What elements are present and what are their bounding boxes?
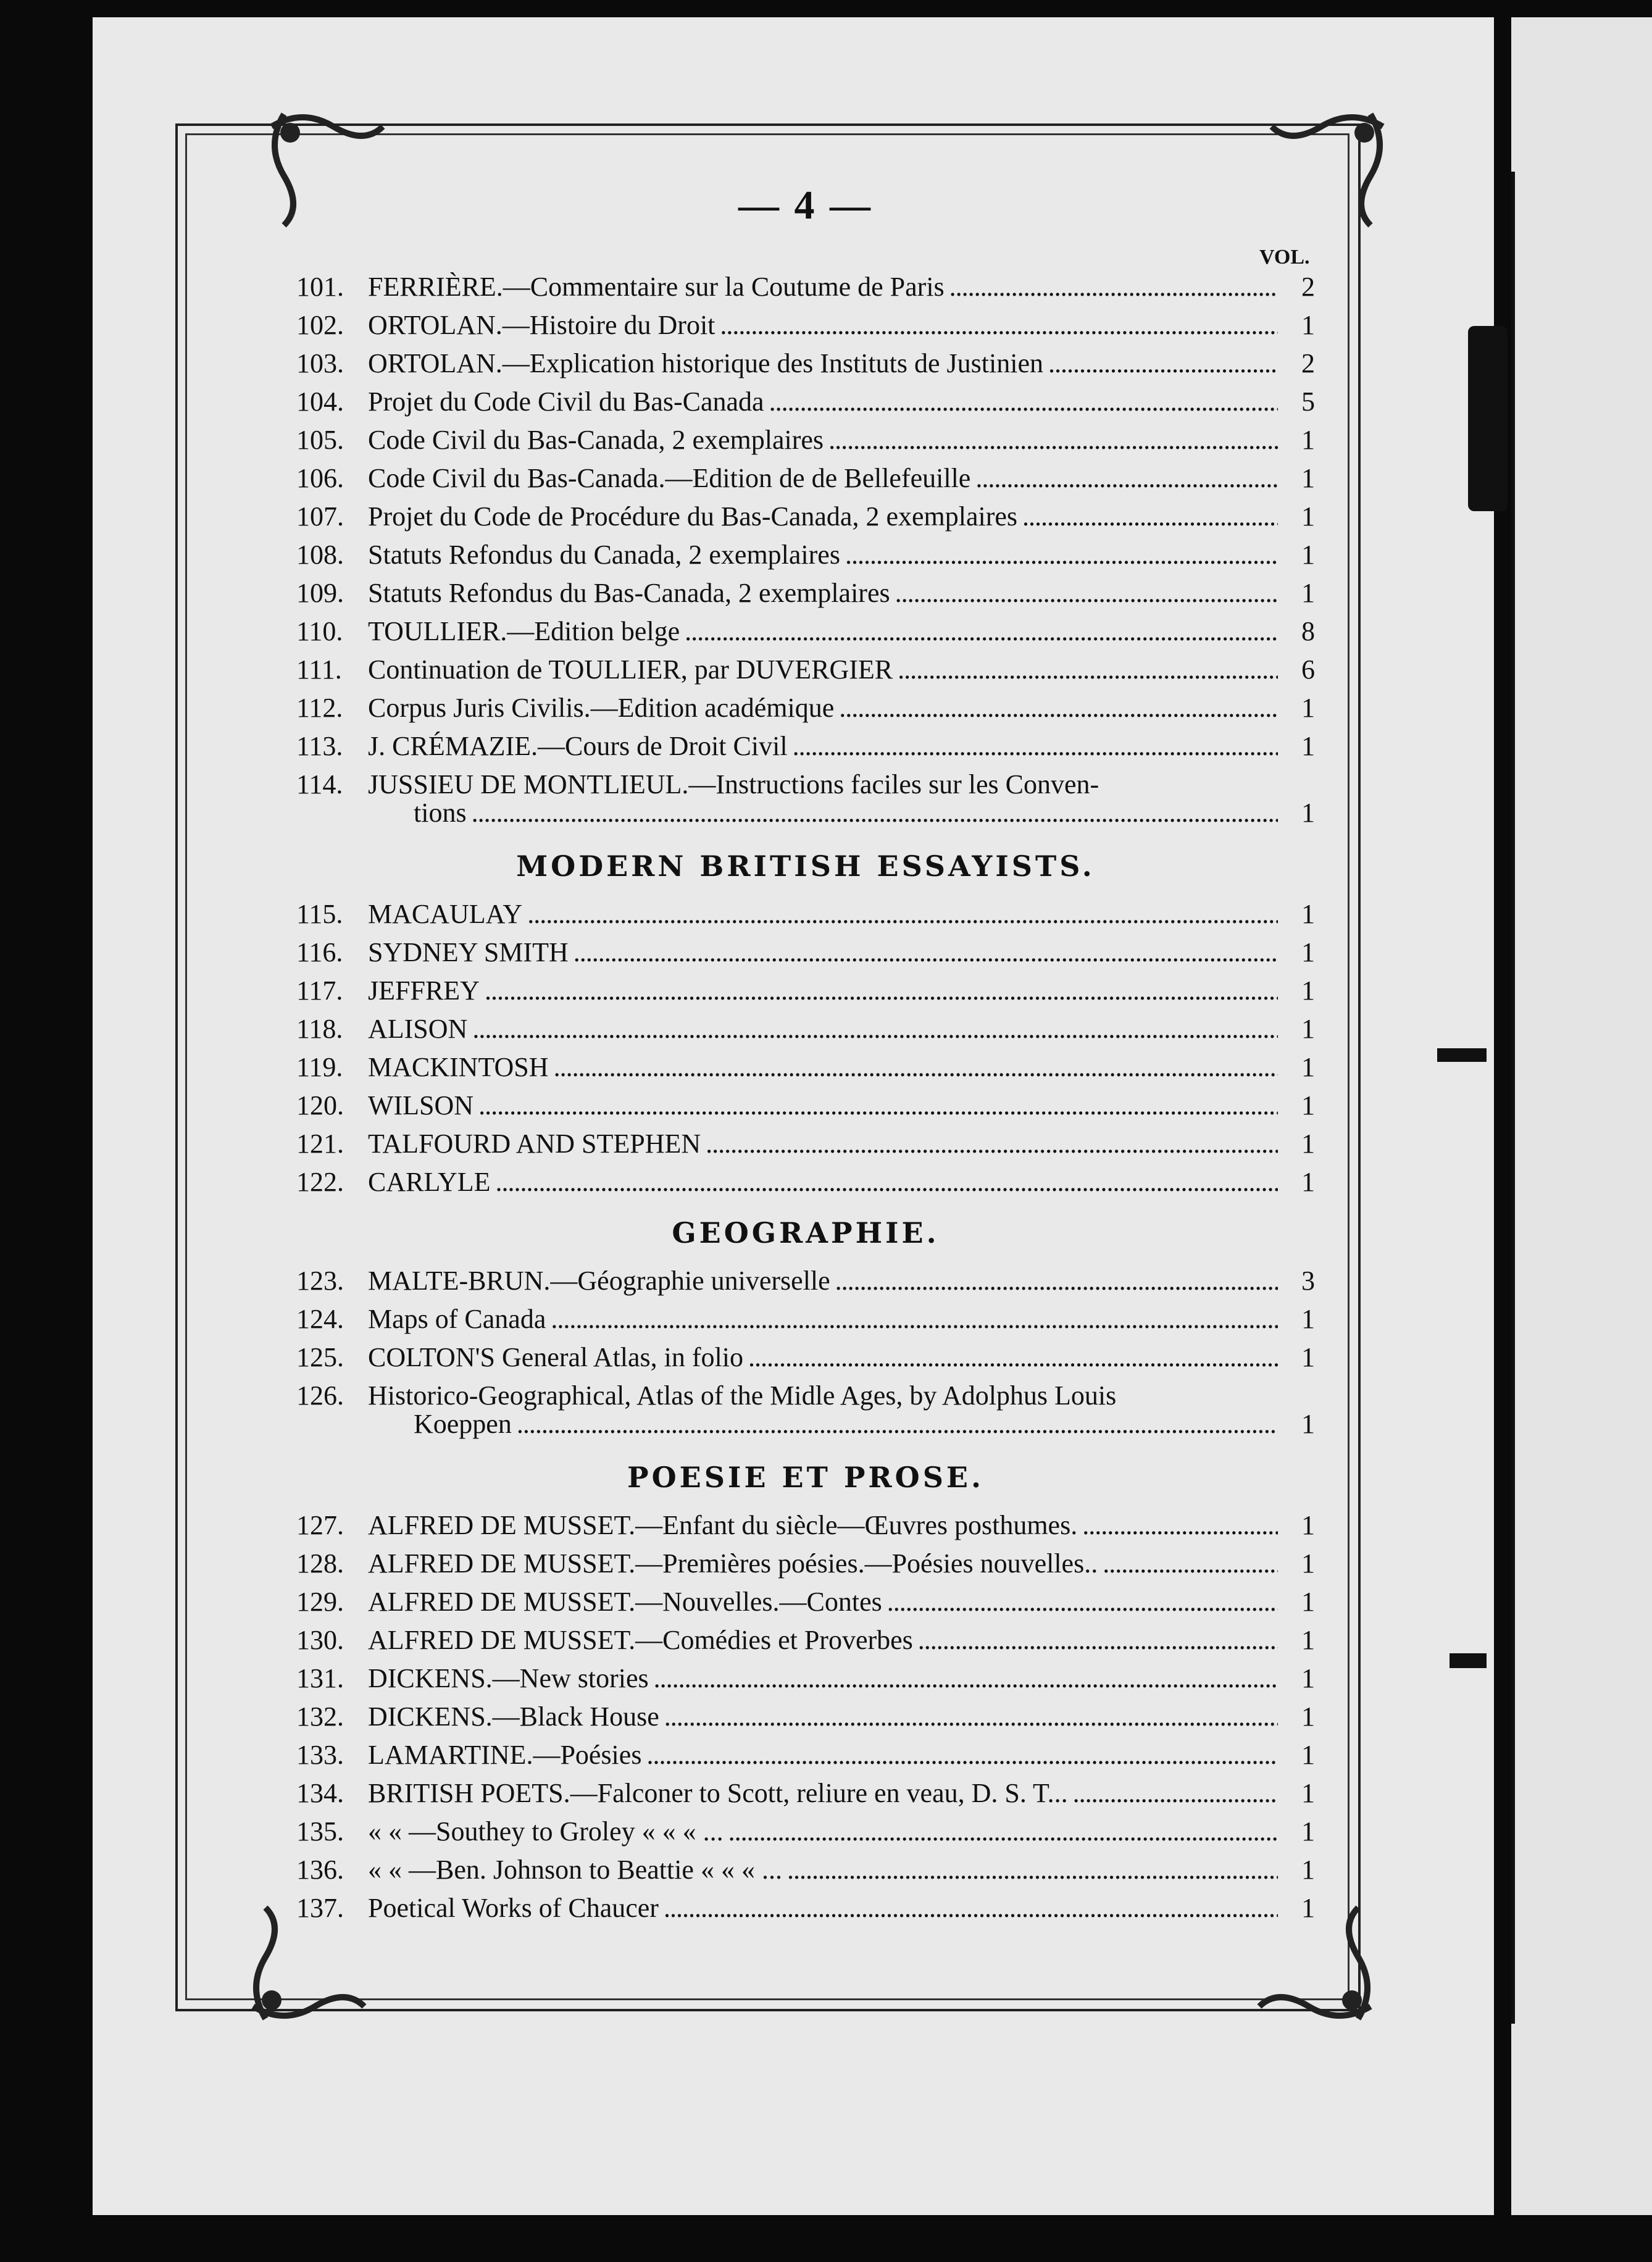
- dot-leader: [793, 731, 1278, 762]
- entry-number: 136.: [296, 1855, 344, 1885]
- entry-title-wrap: [368, 1510, 1278, 1541]
- entry-number: 105.: [296, 425, 344, 455]
- entry-title-wrap: [368, 348, 1278, 379]
- entry-volume-count: 1: [1301, 1893, 1315, 1923]
- entry-number: 118.: [296, 1014, 343, 1044]
- entry-volume-count: 1: [1301, 1052, 1315, 1082]
- entry-title-wrap: [368, 1855, 1278, 1885]
- dot-leader: [839, 693, 1278, 724]
- entry-title: JUSSIEU DE MONTLIEUL.—Instructions faciles sur les Conven-: [368, 769, 1099, 799]
- entry-title-wrap: [368, 975, 1278, 1006]
- entry-title: JEFFREY: [368, 975, 480, 1006]
- adjacent-page-edge: [1511, 17, 1652, 2215]
- entry-number: 123.: [296, 1266, 344, 1296]
- entry-volume-count: 6: [1301, 654, 1315, 685]
- dot-leader: [527, 899, 1278, 930]
- entry-volume-count: 1: [1301, 1778, 1315, 1808]
- vol-column-label: VOL.: [1259, 246, 1310, 269]
- dot-leader: [1082, 1510, 1278, 1541]
- entry-title: MACKINTOSH: [368, 1052, 549, 1082]
- entry-number: 132.: [296, 1701, 344, 1732]
- entry-title: « « —Ben. Johnson to Beattie « « « ...: [368, 1855, 782, 1885]
- entry-title-wrap: [368, 1266, 1278, 1296]
- entry-number: 115.: [296, 899, 343, 929]
- dot-leader: [975, 463, 1278, 494]
- entry-title: ORTOLAN.—Histoire du Droit: [368, 310, 715, 340]
- dot-leader: [728, 1816, 1278, 1847]
- entry-volume-count: 1: [1301, 463, 1315, 493]
- dot-leader: [685, 616, 1278, 647]
- entry-number: 124.: [296, 1304, 344, 1334]
- entry-number: 130.: [296, 1625, 344, 1655]
- dot-leader: [574, 937, 1278, 968]
- entry-title-wrap: [368, 272, 1278, 303]
- dot-leader: [1022, 501, 1278, 532]
- entry-number: 135.: [296, 1816, 344, 1847]
- entry-title-wrap: [368, 1701, 1278, 1732]
- entry-number: 107.: [296, 501, 344, 532]
- dot-leader: [664, 1893, 1278, 1924]
- entry-volume-count: 1: [1301, 1663, 1315, 1693]
- entry-title-continuation: [414, 798, 1278, 828]
- entry-title-wrap: [368, 1663, 1278, 1694]
- dot-leader: [517, 1409, 1278, 1440]
- entry-volume-count: 1: [1301, 1625, 1315, 1655]
- entry-title: SYDNEY SMITH: [368, 937, 569, 967]
- entry-title: ORTOLAN.—Explication historique des Instituts de Justinien: [368, 348, 1044, 378]
- entry-number: 128.: [296, 1548, 344, 1579]
- entry-title-continuation: [414, 1409, 1278, 1440]
- entry-title-wrap: [368, 937, 1278, 968]
- dot-leader: [664, 1701, 1278, 1732]
- entry-volume-count: 8: [1301, 616, 1315, 646]
- entry-title-wrap: [368, 425, 1278, 456]
- entry-volume-count: 5: [1301, 386, 1315, 417]
- entry-volume-count: 1: [1301, 1409, 1315, 1439]
- entry-title: ALFRED DE MUSSET.—Comédies et Proverbes: [368, 1625, 913, 1655]
- entry-title-wrap: [368, 693, 1278, 724]
- entry-title-wrap: [368, 1625, 1278, 1656]
- dot-leader: [918, 1625, 1278, 1656]
- entry-title: Code Civil du Bas-Canada, 2 exemplaires: [368, 425, 824, 455]
- entry-volume-count: 1: [1301, 1701, 1315, 1732]
- entry-number: 109.: [296, 578, 344, 608]
- entry-title: ALFRED DE MUSSET.—Enfant du siècle—Œuvres posthumes.: [368, 1510, 1078, 1540]
- entry-title-wrap: [368, 1893, 1278, 1924]
- entry-volume-count: 1: [1301, 1090, 1315, 1121]
- section-heading: GEOGRAPHIE.: [672, 1216, 940, 1250]
- entry-number: 114.: [296, 769, 343, 799]
- entry-title-wrap: [368, 540, 1278, 570]
- page-number: — 4 —: [738, 183, 873, 228]
- entry-number: 102.: [296, 310, 344, 340]
- dot-leader: [478, 1090, 1278, 1121]
- entry-number: 125.: [296, 1342, 344, 1372]
- dot-leader: [1048, 348, 1278, 379]
- entry-volume-count: 1: [1301, 501, 1315, 532]
- dot-leader: [472, 1014, 1278, 1045]
- entry-title-wrap: [368, 1014, 1278, 1045]
- entry-title-wrap: [368, 578, 1278, 609]
- entry-title: LAMARTINE.—Poésies: [368, 1740, 642, 1770]
- entry-title: J. CRÉMAZIE.—Cours de Droit Civil: [368, 731, 788, 761]
- entry-number: 126.: [296, 1380, 344, 1411]
- entry-number: 116.: [296, 937, 343, 967]
- entry-number: 103.: [296, 348, 344, 378]
- entry-volume-count: 1: [1301, 1014, 1315, 1044]
- entry-number: 117.: [296, 975, 343, 1006]
- dot-leader: [495, 1167, 1278, 1198]
- entry-volume-count: 1: [1301, 937, 1315, 967]
- entry-volume-count: 1: [1301, 1816, 1315, 1847]
- entry-number: 101.: [296, 272, 344, 302]
- entry-title: ALFRED DE MUSSET.—Nouvelles.—Contes: [368, 1587, 882, 1617]
- entry-volume-count: 1: [1301, 798, 1315, 828]
- entry-volume-count: 2: [1301, 272, 1315, 302]
- entry-title: ALFRED DE MUSSET.—Premières poésies.—Poésies nouvelles..: [368, 1548, 1098, 1579]
- entry-volume-count: 1: [1301, 1510, 1315, 1540]
- entry-number: 122.: [296, 1167, 344, 1197]
- entry-title-line2: Koeppen: [414, 1409, 512, 1439]
- entry-title: DICKENS.—New stories: [368, 1663, 649, 1693]
- entry-title: Corpus Juris Civilis.—Edition académique: [368, 693, 835, 723]
- entry-title: Statuts Refondus du Bas-Canada, 2 exemplaires: [368, 578, 890, 608]
- dot-leader: [1103, 1548, 1278, 1579]
- entry-volume-count: 1: [1301, 731, 1315, 761]
- entry-title-wrap: [368, 463, 1278, 494]
- entry-title-wrap: [368, 310, 1278, 341]
- entry-number: 133.: [296, 1740, 344, 1770]
- dot-leader: [828, 425, 1278, 456]
- entry-title-wrap: [368, 1778, 1278, 1809]
- entry-number: 106.: [296, 463, 344, 493]
- entry-title-wrap: [368, 1548, 1278, 1579]
- entry-title: Poetical Works of Chaucer: [368, 1893, 659, 1923]
- dot-leader: [1073, 1778, 1278, 1809]
- entry-title-wrap: [368, 1167, 1278, 1198]
- entry-title: Maps of Canada: [368, 1304, 546, 1334]
- entry-volume-count: 1: [1301, 1342, 1315, 1372]
- dot-leader: [554, 1052, 1278, 1083]
- entry-number: 121.: [296, 1129, 344, 1159]
- entry-number: 108.: [296, 540, 344, 570]
- entry-title-wrap: [368, 1052, 1278, 1083]
- entry-number: 110.: [296, 616, 343, 646]
- entry-title: CARLYLE: [368, 1167, 491, 1197]
- entry-title-wrap: [368, 1587, 1278, 1617]
- entry-title: DICKENS.—Black House: [368, 1701, 659, 1732]
- dot-leader: [706, 1129, 1278, 1159]
- entry-title: FERRIÈRE.—Commentaire sur la Coutume de Paris: [368, 272, 945, 302]
- entry-number: 137.: [296, 1893, 344, 1923]
- entry-title: Historico-Geographical, Atlas of the Midle Ages, by Adolphus Louis: [368, 1380, 1117, 1411]
- dot-leader: [949, 272, 1278, 303]
- dot-leader: [769, 386, 1278, 417]
- entry-title: WILSON: [368, 1090, 474, 1121]
- entry-title-wrap: [368, 616, 1278, 647]
- entry-title-wrap: [368, 1090, 1278, 1121]
- dot-leader: [787, 1855, 1278, 1885]
- entry-number: 104.: [296, 386, 344, 417]
- entry-title: Statuts Refondus du Canada, 2 exemplaires: [368, 540, 840, 570]
- entry-volume-count: 1: [1301, 1587, 1315, 1617]
- entry-title-wrap: [368, 1342, 1278, 1373]
- dot-leader: [720, 310, 1278, 341]
- entry-volume-count: 1: [1301, 899, 1315, 929]
- entry-title: ALISON: [368, 1014, 468, 1044]
- entry-number: 134.: [296, 1778, 344, 1808]
- dot-leader: [748, 1342, 1278, 1373]
- entry-volume-count: 1: [1301, 540, 1315, 570]
- entry-volume-count: 1: [1301, 1855, 1315, 1885]
- dot-leader: [485, 975, 1278, 1006]
- entry-title: COLTON'S General Atlas, in folio: [368, 1342, 744, 1372]
- entry-title-line2: tions: [414, 798, 467, 828]
- entry-title-wrap: [368, 501, 1278, 532]
- entry-volume-count: 1: [1301, 1129, 1315, 1159]
- entry-number: 112.: [296, 693, 343, 723]
- entry-number: 127.: [296, 1510, 344, 1540]
- entry-volume-count: 1: [1301, 1167, 1315, 1197]
- entry-number: 111.: [296, 654, 342, 685]
- entry-volume-count: 1: [1301, 693, 1315, 723]
- entry-title: Projet du Code Civil du Bas-Canada: [368, 386, 764, 417]
- dot-leader: [654, 1663, 1278, 1694]
- entry-title-wrap: [368, 1304, 1278, 1335]
- entry-volume-count: 1: [1301, 975, 1315, 1006]
- entry-volume-count: 1: [1301, 1304, 1315, 1334]
- entry-number: 113.: [296, 731, 343, 761]
- entry-title-wrap: [368, 1816, 1278, 1847]
- section-heading: MODERN BRITISH ESSAYISTS.: [516, 849, 1095, 883]
- dot-leader: [895, 578, 1278, 609]
- dot-leader: [887, 1587, 1278, 1617]
- entry-title-wrap: [368, 731, 1278, 762]
- entry-volume-count: 2: [1301, 348, 1315, 378]
- entry-volume-count: 1: [1301, 1740, 1315, 1770]
- entry-title-wrap: [368, 899, 1278, 930]
- dot-leader: [472, 798, 1278, 828]
- entry-title-wrap: [368, 1129, 1278, 1159]
- entry-title: TALFOURD AND STEPHEN: [368, 1129, 701, 1159]
- entry-title: MALTE-BRUN.—Géographie universelle: [368, 1266, 830, 1296]
- entry-title: Continuation de TOULLIER, par DUVERGIER: [368, 654, 893, 685]
- entry-title-wrap: [368, 386, 1278, 417]
- entry-volume-count: 1: [1301, 1548, 1315, 1579]
- entry-number: 120.: [296, 1090, 344, 1121]
- entry-volume-count: 1: [1301, 310, 1315, 340]
- dot-leader: [898, 654, 1278, 685]
- dot-leader: [835, 1266, 1278, 1296]
- entry-title: « « —Southey to Groley « « « ...: [368, 1816, 724, 1847]
- entry-number: 119.: [296, 1052, 343, 1082]
- entry-title: Projet du Code de Procédure du Bas-Canada, 2 exemplaires: [368, 501, 1018, 532]
- entry-title-wrap: [368, 1740, 1278, 1771]
- entry-title: MACAULAY: [368, 899, 523, 929]
- entry-volume-count: 3: [1301, 1266, 1315, 1296]
- entry-title: BRITISH POETS.—Falconer to Scott, reliure en veau, D. S. T...: [368, 1778, 1068, 1808]
- entry-title-wrap: [368, 654, 1278, 685]
- dot-leader: [551, 1304, 1278, 1335]
- entry-volume-count: 1: [1301, 578, 1315, 608]
- entry-volume-count: 1: [1301, 425, 1315, 455]
- dot-leader: [646, 1740, 1278, 1771]
- entry-number: 131.: [296, 1663, 344, 1693]
- section-heading: POESIE ET PROSE.: [627, 1461, 985, 1494]
- entry-title: TOULLIER.—Edition belge: [368, 616, 680, 646]
- dot-leader: [845, 540, 1278, 570]
- entry-title: Code Civil du Bas-Canada.—Edition de de Bellefeuille: [368, 463, 971, 493]
- entry-number: 129.: [296, 1587, 344, 1617]
